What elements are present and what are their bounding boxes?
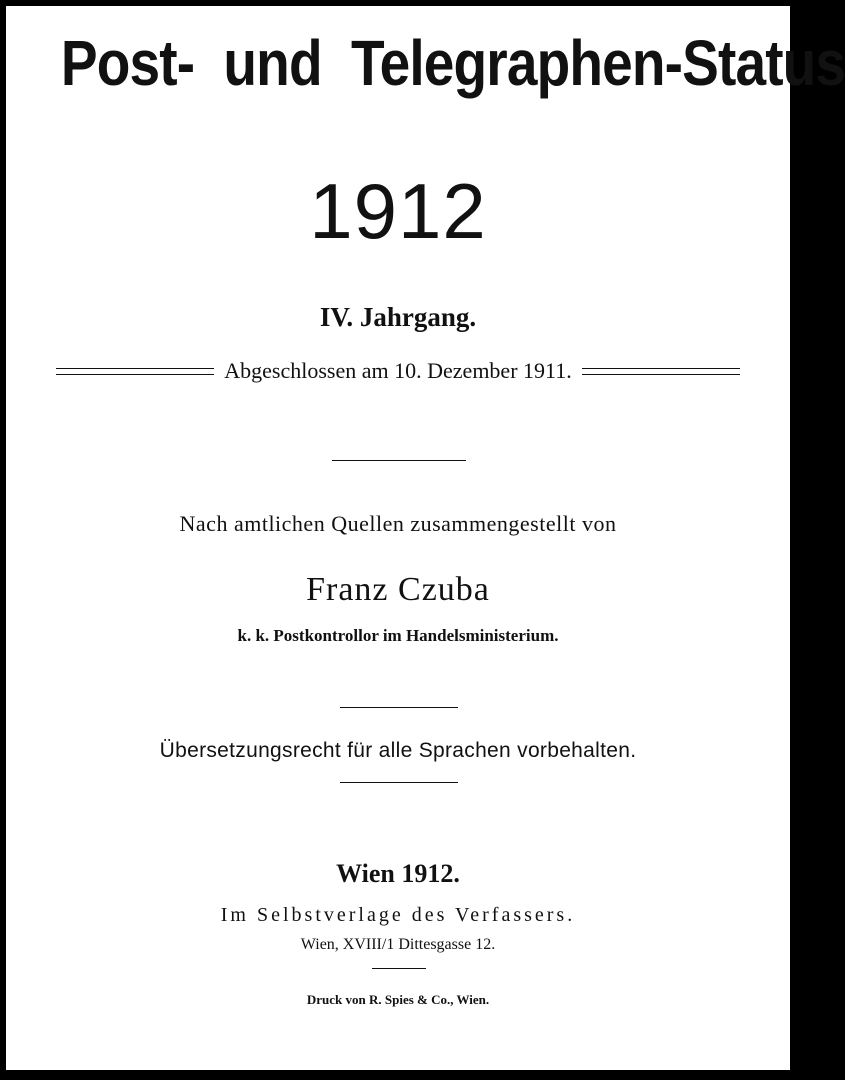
title-page [6,6,845,1070]
divider-rule [332,460,466,461]
printer-credit: Druck von R. Spies & Co., Wien. [306,992,490,1007]
rights-notice: Übersetzungsrecht für alle Sprachen vorbehalten. [159,739,637,762]
divider-rule [340,707,458,708]
author-position: k. k. Postkontrollor im Handelsministerium. [237,626,559,645]
title-part-und: und [223,27,322,99]
document-title [60,26,845,100]
imprint-city-year: Wien 1912. [336,859,460,888]
double-rule-left [56,368,214,375]
imprint-publisher: Im Selbstverlage des Verfassers. [220,904,576,926]
divider-rule [372,968,426,969]
double-rule-right [582,368,740,375]
title-part-post: Post- [60,27,195,99]
imprint-address: Wien, XVIII/1 Dittesgasse 12. [300,936,496,953]
closing-date-row [56,356,740,386]
divider-rule [340,782,458,783]
author-name: Franz Czuba [306,571,490,608]
title-part-telegraphen-status: Telegraphen-Status [350,27,845,99]
closing-date-note: Abgeschlossen am 10. Dezember 1911. [224,358,572,383]
publication-year: 1912 [309,167,487,255]
compiled-by-line: Nach amtlichen Quellen zusammengestellt von [179,511,617,536]
edition-label: IV. Jahrgang. [319,302,477,332]
